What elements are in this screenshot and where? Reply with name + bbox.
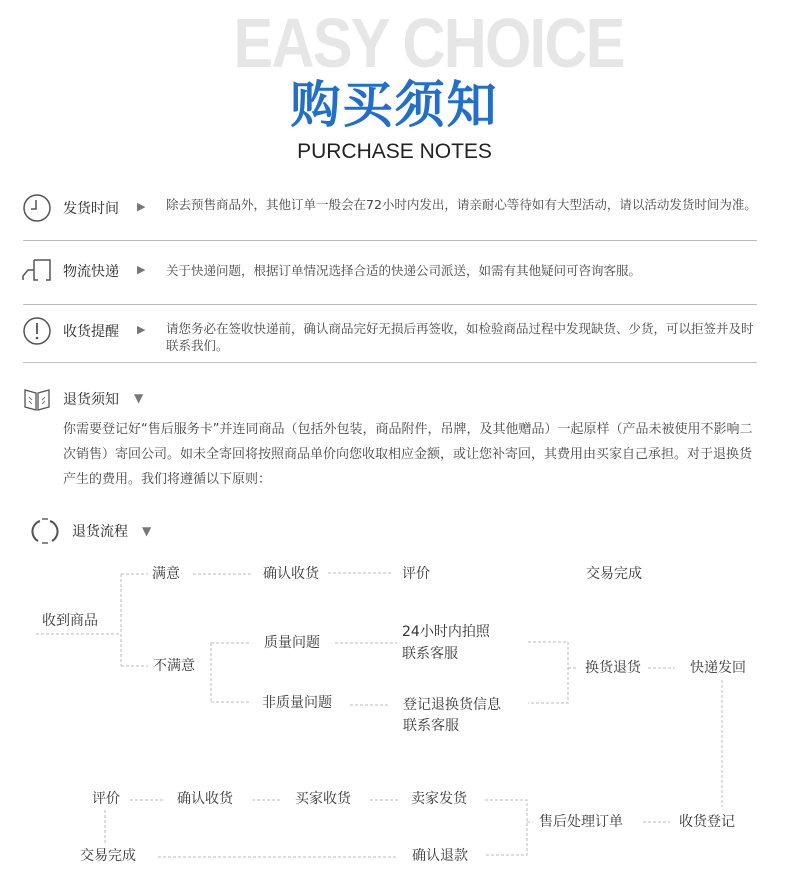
flow-node-unsatisfied: 不满意 <box>153 658 195 674</box>
flow-node-confirm-receipt: 确认收货 <box>263 566 319 582</box>
flow-node-quality-issue: 质量问题 <box>264 635 320 651</box>
flow-label: 退货流程 <box>72 524 128 540</box>
flow-node-receipt-register: 收货登记 <box>679 814 735 830</box>
returns-text: 你需要登记好“售后服务卡”并连同商品（包括外包装，商品附件，吊牌，及其他赠品）一起原样（产品未被使用不影响二次销售）寄回公司。如未全寄回将按照商品单价向您收取相应金额，或让您补寄回，其费用由买家自己承担。对于退换货产生的费用。我们将遵循以下原则： <box>63 422 753 487</box>
row-label-logistics: 物流快递 <box>63 264 119 280</box>
flow-node-buyer-receives: 买家收货 <box>295 791 351 807</box>
caret-right-icon: ▶ <box>137 323 146 336</box>
flow-node-non-quality-issue: 非质量问题 <box>262 695 332 711</box>
flow-node-contact-service: 联系客服 <box>403 718 459 734</box>
flow-node-contact-service: 联系客服 <box>402 646 458 662</box>
flow-node-satisfied: 满意 <box>152 566 180 582</box>
flow-node-received: 收到商品 <box>42 613 98 629</box>
page-title: 购买须知 <box>290 76 499 134</box>
flow-node-transaction-done: 交易完成 <box>80 848 136 864</box>
flow-node-photo: 24小时内拍照 <box>402 624 490 640</box>
row-text-shipping-time: 除去预售商品外，其他订单一般会在72小时内发出，请亲耐心等待如有大型活动，请以活动发货时间为准。 <box>166 197 757 212</box>
flow-node-review: 评价 <box>92 791 120 807</box>
caret-right-icon: ▶ <box>137 200 146 213</box>
returns-label: 退货须知 <box>63 392 119 408</box>
flow-node-seller-ships: 卖家发货 <box>411 791 467 807</box>
row-text-receipt-reminder: 请您务必在签收快递前，确认商品完好无损后再签收，如检验商品过程中发现缺货、少货，可以拒签并及时联系我们。 <box>166 321 754 353</box>
flow-node-transaction-done: 交易完成 <box>586 566 642 582</box>
flow-node-confirm-refund: 确认退款 <box>412 848 468 864</box>
caret-down-icon: ▼ <box>142 524 152 538</box>
row-text-logistics: 关于快递问题，根据订单情况选择合适的快递公司派送，如需有其他疑问可咨询客服。 <box>166 263 642 278</box>
row-label-shipping-time: 发货时间 <box>63 201 119 217</box>
flow-node-confirm-receipt: 确认收货 <box>177 791 233 807</box>
flow-node-review: 评价 <box>402 566 430 582</box>
flow-node-ship-back: 快递发回 <box>690 660 746 676</box>
caret-down-icon: ▼ <box>134 391 144 405</box>
flow-node-register-info: 登记退换货信息 <box>403 697 501 713</box>
caret-right-icon: ▶ <box>137 263 146 276</box>
background-title: EASY CHOICE <box>233 4 624 82</box>
page-subtitle: PURCHASE NOTES <box>297 140 492 163</box>
flow-node-exchange-return: 换货退货 <box>585 660 641 676</box>
row-label-receipt-reminder: 收货提醒 <box>63 324 119 340</box>
flow-node-process-order: 售后处理订单 <box>539 814 623 830</box>
